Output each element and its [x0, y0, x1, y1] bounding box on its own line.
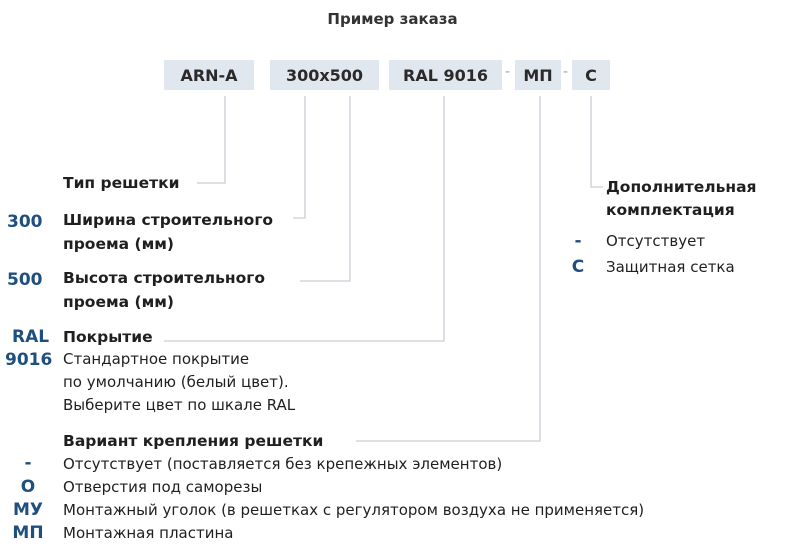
order-type-box: ARN-A — [164, 60, 254, 90]
coating-desc-line: Стандартное покрытие — [63, 350, 250, 368]
mounting-option-code: - — [24, 453, 32, 473]
extras-heading-line2: комплектация — [606, 201, 735, 219]
mounting-option-text: Отверстия под саморезы — [63, 478, 263, 496]
order-separator: - — [563, 64, 569, 80]
height-code: 500 — [7, 270, 43, 290]
coating-desc-line: по умолчанию (белый цвет). — [63, 373, 289, 391]
coating-desc-line: Выберите цвет по шкале RAL — [63, 396, 296, 414]
mounting-option-text: Отсутствует (поставляется без крепежных элементов) — [63, 455, 503, 473]
width-heading-line2: проема (мм) — [63, 235, 174, 253]
extras-heading-line1: Дополнительная — [606, 178, 757, 196]
page-title: Пример заказа — [327, 10, 458, 28]
connector-width — [293, 96, 305, 218]
connector-height — [300, 96, 350, 281]
mounting-option-code: МП — [12, 523, 44, 543]
mounting-option-code: МУ — [12, 500, 44, 520]
mounting-option-code: О — [20, 477, 36, 497]
coating-code-line2: 9016 — [5, 350, 53, 370]
order-extra-box: С — [572, 60, 610, 90]
order-mount-box: МП — [515, 60, 561, 90]
height-heading-line2: проема (мм) — [63, 293, 174, 311]
mounting-heading: Вариант крепления решетки — [63, 432, 324, 450]
width-code: 300 — [7, 212, 43, 232]
mounting-option-text: Монтажная пластина — [63, 524, 234, 542]
connector-extras — [591, 96, 603, 187]
extras-option-text: Отсутствует — [606, 232, 706, 250]
order-separator: - — [505, 64, 511, 80]
order-size-box: 300x500 — [270, 60, 379, 90]
extras-option-code: - — [574, 231, 582, 251]
connector-type — [197, 96, 225, 183]
extras-option-code: С — [571, 257, 585, 277]
connector-mounting — [356, 96, 540, 441]
extras-option-text: Защитная сетка — [606, 258, 735, 276]
order-color-box: RAL 9016 — [389, 60, 502, 90]
width-heading-line1: Ширина строительного — [63, 211, 274, 229]
coating-code-line1: RAL — [12, 327, 50, 347]
mounting-option-text: Монтажный уголок (в решетках с регулятором воздуха не применяется) — [63, 501, 645, 519]
type-heading: Тип решетки — [63, 174, 180, 192]
height-heading-line1: Высота строительного — [63, 269, 266, 287]
coating-heading: Покрытие — [63, 328, 153, 346]
